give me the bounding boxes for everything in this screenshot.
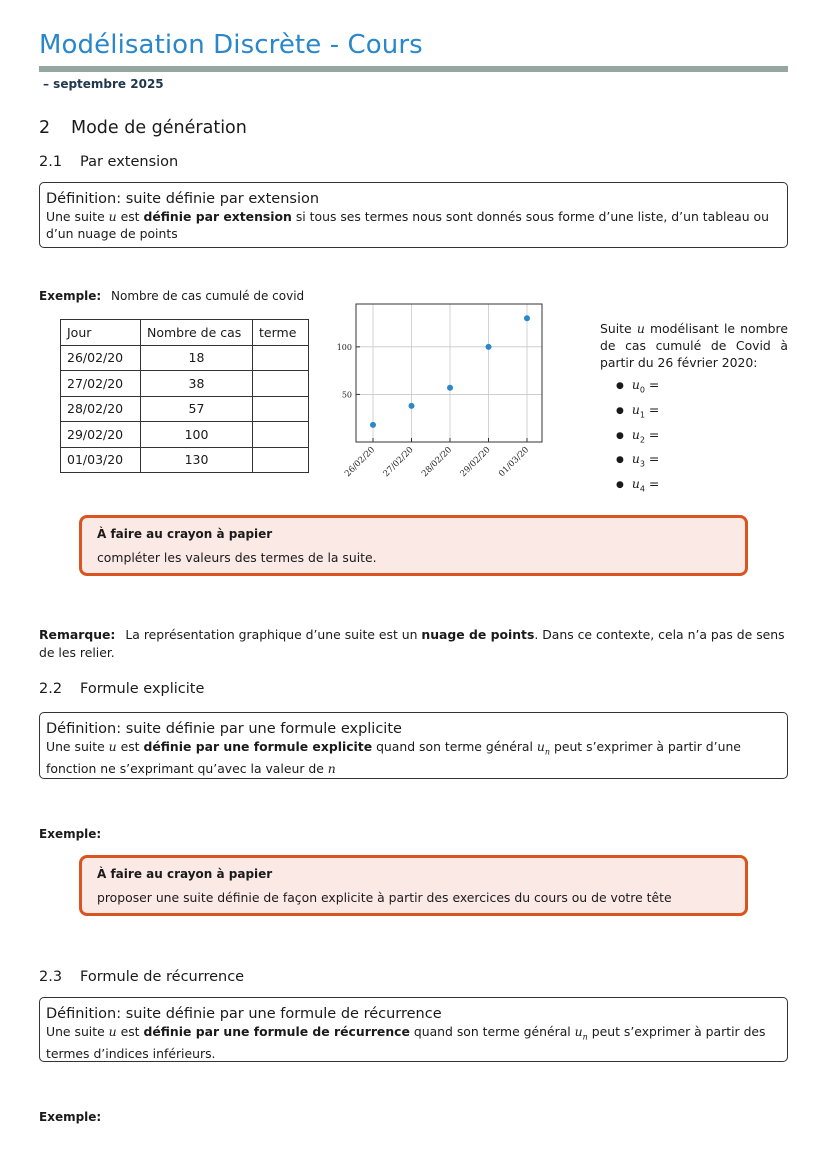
table-header-cell: terme <box>253 320 309 346</box>
chart-x-tick-label: 28/02/20 <box>420 445 455 480</box>
table-header-row <box>61 320 309 346</box>
subsection-number: 2.1 <box>39 154 63 170</box>
table-row <box>61 371 309 397</box>
subsection-heading-extension <box>39 154 178 170</box>
table-cell: 100 <box>141 422 253 448</box>
table-cell <box>253 447 309 473</box>
example-caption: Nombre de cas cumulé de covid <box>111 289 305 303</box>
table-row <box>61 396 309 422</box>
chart-data-point <box>486 344 492 350</box>
example-label: Exemple: <box>39 827 102 841</box>
chart-x-tick-label: 26/02/20 <box>343 445 378 480</box>
chart-data-point <box>447 385 453 391</box>
document-title: Modélisation Discrète - Cours <box>39 30 423 60</box>
cases-table <box>60 319 309 473</box>
chart-frame <box>356 304 542 442</box>
list-item: ● $u_0$ = <box>618 375 659 400</box>
definition-box-explicit <box>39 712 788 779</box>
pencil-title: À faire au crayon à papier <box>97 867 273 881</box>
remark-paragraph: Remarque: La représentation graphique d’une suite est un nuage de points. Dans ce contexte, cela n’a pas de sens de les relier. <box>39 627 785 660</box>
table-cell: 130 <box>141 447 253 473</box>
table-cell <box>253 371 309 397</box>
pencil-exercise-box <box>79 855 748 916</box>
definition-box-recurrence <box>39 997 788 1062</box>
pencil-exercise-box <box>79 515 748 576</box>
section-heading <box>39 118 247 138</box>
table-cell: 01/03/20 <box>61 447 141 473</box>
subsection-title: Formule de récurrence <box>80 969 245 985</box>
pencil-body: proposer une suite définie de façon explicite à partir des exercices du cours ou de votre tête <box>97 890 672 905</box>
table-cell: 38 <box>141 371 253 397</box>
table-cell <box>253 345 309 371</box>
pencil-body: compléter les valeurs des termes de la suite. <box>97 550 377 565</box>
definition-box-extension <box>39 182 788 248</box>
list-item: ● $u_2$ = <box>618 425 659 450</box>
table-cell: 28/02/20 <box>61 396 141 422</box>
section-number: 2 <box>39 118 51 138</box>
chart-x-tick-label: 01/03/20 <box>497 445 532 480</box>
definition-title: Définition: suite définie par une formule explicite <box>46 721 402 737</box>
table-cell: 26/02/20 <box>61 345 141 371</box>
definition-body: Une suite u est définie par extension si tous ses termes nous sont donnés sous forme d’une liste, d’un tableau ou d’un nuage de points <box>46 209 769 241</box>
chart-y-tick-label: 50 <box>341 390 352 400</box>
chart-x-tick-label: 29/02/20 <box>458 445 493 480</box>
definition-title: Définition: suite définie par une formule de récurrence <box>46 1006 442 1022</box>
table-cell: 18 <box>141 345 253 371</box>
list-item: ● $u_4$ = <box>618 474 659 499</box>
chart-data-point <box>524 315 530 321</box>
pencil-title: À faire au crayon à papier <box>97 527 273 541</box>
table-row <box>61 345 309 371</box>
subsection-title: Formule explicite <box>80 681 205 697</box>
subsection-number: 2.3 <box>39 969 63 985</box>
example-label: Exemple: <box>39 1110 102 1124</box>
subsection-heading-explicit <box>39 681 204 697</box>
definition-body: Une suite u est définie par une formule explicite quand son terme général $u_n$ peut s’exprimer à partir d’une fonction ne s’exprimant qu’avec la valeur de n <box>46 739 741 777</box>
table-cell <box>253 422 309 448</box>
list-item: ● $u_3$ = <box>618 449 659 474</box>
subsection-heading-recurrence <box>39 969 244 985</box>
subsection-number: 2.2 <box>39 681 63 697</box>
definition-title: Définition: suite définie par extension <box>46 191 320 207</box>
subsection-title: Par extension <box>80 154 179 170</box>
chart-x-tick-label: 27/02/20 <box>381 445 416 480</box>
table-cell: 57 <box>141 396 253 422</box>
suite-description: Suite u modélisant le nombre de cas cumulé de Covid à partir du 26 février 2020: <box>600 321 788 370</box>
title-rule <box>39 66 788 72</box>
table-header-cell: Nombre de cas <box>141 320 253 346</box>
table-row <box>61 447 309 473</box>
document-date: – septembre 2025 <box>43 77 164 91</box>
list-item: ● $u_1$ = <box>618 400 659 425</box>
section-title: Mode de génération <box>71 118 247 138</box>
chart-y-tick-label: 100 <box>336 342 352 352</box>
chart-data-point <box>370 422 376 428</box>
example-label: Exemple: <box>39 289 102 303</box>
table-row <box>61 422 309 448</box>
table-cell: 27/02/20 <box>61 371 141 397</box>
definition-body: Une suite u est définie par une formule de récurrence quand son terme général $u_n$ peut s’exprimer à partir des termes d’indices inférieurs. <box>46 1024 766 1062</box>
chart-data-point <box>409 403 415 409</box>
table-cell <box>253 396 309 422</box>
table-cell: 29/02/20 <box>61 422 141 448</box>
cases-scatter-chart <box>330 298 560 498</box>
table-header-cell: Jour <box>61 320 141 346</box>
terms-list <box>618 375 659 499</box>
